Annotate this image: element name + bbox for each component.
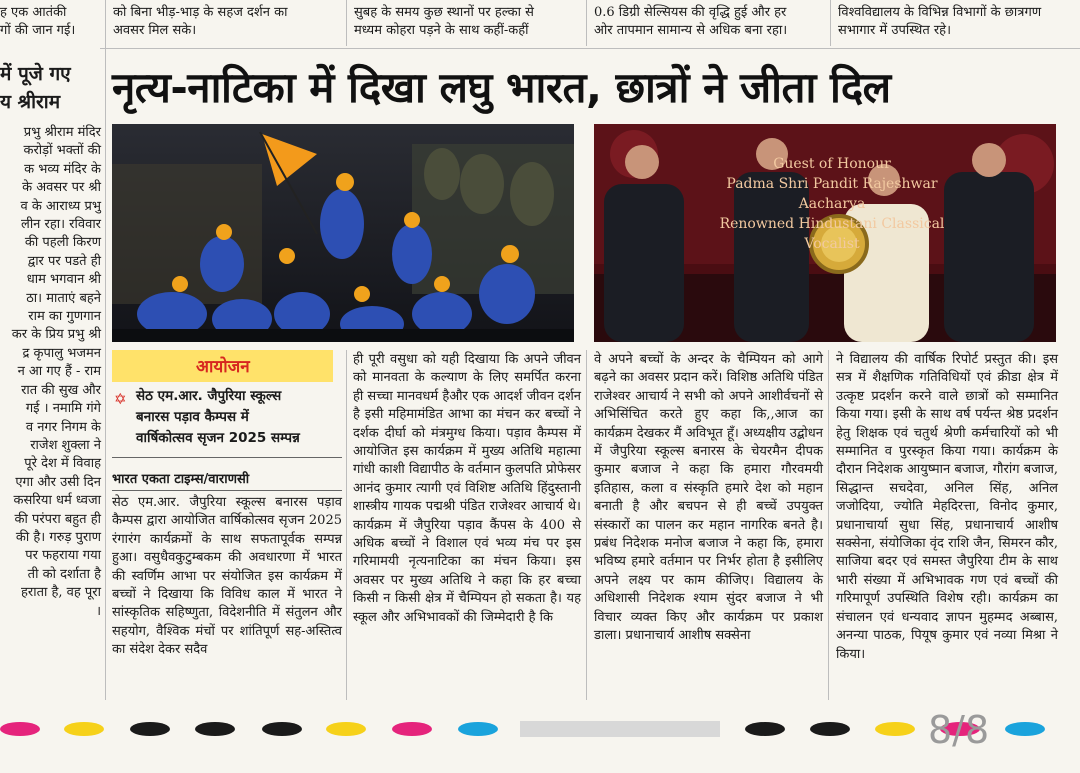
article-column-4: ने विद्यालय की वार्षिक रिपोर्ट प्रस्तुत की। इस सत्र में शैक्षणिक गतिविधियों एवं क्रीडा क्षेत्र में उत्कृष्ट प्रदर्शन करने वाले छात्रों को सम्मानित किया गया। इसी के साथ वर्ष पर्यन्त श्रेष्ठ प्रदर्शन हेतु शिक्षक एवं चतुर्थ श्रेणी कर्मचारियों को भी सम्मानित व पुरस्कृत किया गया। कार्यक्रम के दौरान निदेशक आयुष्मान बजाज, गौरांग बजाज, सिद्धान्त सचदेवा, अनिल सिंह, अनिल जजोदिया, ज्योति मेहदिरत्ता, विनोद कुमार, प्रधानाचार्या सुधा सिंह, प्रधानाचार्य आशीष सक्सेना, संयोजिका वृंद राशि जैन, सिमरन कौर, साजिया बदर एवं समस्त जैपुरिया टीम के साथ भारी संख्या में अभिभावक गण एवं बच्चों की गरिमापूर्ण उपस्थिति विशेष रही। कार्यक्रम का संचालन एवं धन्यवाद ज्ञापन मुहम्मद अब्बास, अनन्या पाठक, पियूष कुमार एवं नव्या मिश्रा ने किया। bbox=[836, 352, 1058, 662]
top-strip-col5: विश्वविद्यालय के विभिन्न विभागों के छात्रगण सभागार में उपस्थित रहे। bbox=[838, 5, 1042, 38]
registration-mark-black bbox=[195, 722, 235, 736]
column-divider bbox=[830, 0, 831, 46]
story-subhead: सेठ एम.आर. जैपुरिया स्कूल्स बनारस पड़ाव कैम्पस में वार्षिकोत्सव सृजन 2025 सम्पन्न bbox=[136, 388, 300, 446]
registration-mark-magenta bbox=[392, 722, 432, 736]
registration-mark-black bbox=[810, 722, 850, 736]
left-story-headline: में पूजे गए य श्रीराम bbox=[0, 63, 71, 113]
registration-mark-black bbox=[745, 722, 785, 736]
registration-mark-black bbox=[262, 722, 302, 736]
section-banner bbox=[112, 350, 333, 382]
top-strip-col1: ह एक आतंकी गों की जान गई। bbox=[0, 5, 76, 38]
article-column-1: सेठ एम.आर. जैपुरिया स्कूल्स बनारस पड़ाव कैम्पस द्वारा आयोजित वार्षिकोत्सव सृजन 2025 रंगारंग कार्यक्रमों के साथ सफतापूर्वक सम्पन्न हुआ। वसुधैवकुटुम्बकम की अवधारणा में भारत की स्वर्णिम आभा पर संयोजित इस कार्यक्रम में बच्चों ने दिखाया कि विविध काल में भारत ने सांस्कृतिक सहिष्णुता, विदेशनीति में संतुलन और सहयोग, वैश्विक मंचों पर शांतिपूर्ण सह-अस्तित्व का संदेश देकर सदैव bbox=[112, 495, 342, 658]
column-divider bbox=[828, 350, 829, 700]
photo-stage-banner-text: Guest of Honour Padma Shri Pandit Rajeshwar Aacharya Renowned Hindustani Classical Vocalist bbox=[719, 156, 945, 252]
dance-drama-photo bbox=[112, 124, 574, 342]
subhead-rule bbox=[112, 457, 342, 458]
registration-mark-cyan bbox=[1005, 722, 1045, 736]
byline: भारत एकता टाइम्स/वाराणसी bbox=[112, 472, 250, 487]
registration-mark-cyan bbox=[458, 722, 498, 736]
registration-mark-yellow bbox=[875, 722, 915, 736]
registration-mark-black bbox=[130, 722, 170, 736]
registration-mark-magenta bbox=[0, 722, 40, 736]
top-divider bbox=[100, 48, 1080, 49]
column-divider bbox=[586, 350, 587, 700]
star-icon: ✡ bbox=[114, 390, 127, 408]
section-banner-label: आयोजन bbox=[196, 357, 250, 377]
byline-rule bbox=[112, 490, 342, 491]
column-divider bbox=[105, 0, 106, 700]
main-headline: नृत्य-नाटिका में दिखा लघु भारत, छात्रों ने जीता दिल bbox=[112, 63, 891, 112]
gray-bar bbox=[520, 721, 720, 737]
felicitation-photo bbox=[594, 124, 1056, 342]
article-column-3: वे अपने बच्चों के अन्दर के चैम्पियन को आगे बढ़ने का अवसर प्रदान करें। विशिष्ठ अतिथि पंडित राजेश्वर आचार्य ने सभी को अपने आशीर्वचनों से अभिसिंचित करते हुए कहा कि,,आज का कार्यक्रम देखकर मैं अविभूत हूँ। अध्यक्षीय उद्बोधन में जैपुरिया स्कूल्स बनारस के चेयरमैन दीपक कुमार बजाज ने कहा कि हमारा गौरवमयी इतिहास, कला व संस्कृति हमारे देश को महान बनाती है और बचपन से ही बच्चें उपयुक्त संस्कारों का पालन कर महान नागरिक बनते है। प्रबंध निदेशक मनोज बजाज ने कहा कि, हमारा भविष्य हमारे वर्तमान पर निर्भर होता है इसीलिए अपने लक्ष्य पर काम कीजिए। विद्यालय के अधिशासी निदेशक श्याम सुंदर बजाज ने भी विचार व्यक्त किए और कार्यक्रम पर प्रकाश डाला। प्रधानाचार्य आशीष सक्सेना bbox=[594, 352, 823, 644]
column-divider bbox=[346, 350, 347, 700]
article-column-2: ही पूरी वसुधा को यही दिखाया कि अपने जीवन को मानवता के कल्याण के लिए समर्पित करना ही सच्चा मानवधर्म हैऔर एक आदर्श जीवन दर्शन है इसी महिमामंडित आभा का मंचन कर बच्चों ने दर्शक दीर्घा को मंत्रमुग्ध किया। पड़ाव कैम्पस में आयोजित इस कार्यक्रम में मुख्य अतिथि महात्मा गांधी काशी विद्यापीठ के वर्तमान कुलपति प्रोफेसर आनंद कुमार त्यागी एवं विशिष्ट अतिथि हिंदुस्तानी शास्त्रीय गायक पद्मश्री पंडित राजेश्वर आचार्य थे। कार्यक्रम में जैपुरिया पड़ाव कैंपस के 400 से अधिक बच्चों ने विशाल एवं भव्य मंच पर इस गरिमामयी नृत्यनाटिका का मंचन किया। इस अवसर पर मुख्य अतिथि ने कहा कि हर बच्चा किसी न किसी क्षेत्र में चैम्पियन हो सकता है। यह स्कूल और अभिभावकों की जिम्मेदारी है कि bbox=[353, 352, 581, 625]
column-divider bbox=[586, 0, 587, 46]
top-strip-col3: सुबह के समय कुछ स्थानों पर हल्का से मध्यम कोहरा पड़ने के साथ कहीं-कहीं bbox=[354, 5, 534, 38]
column-divider bbox=[346, 0, 347, 46]
page-number: 8/8 bbox=[928, 708, 990, 752]
top-strip-col4: 0.6 डिग्री सेल्सियस की वृद्धि हुई और हर ओर तापमान सामान्य से अधिक बना रहा। bbox=[594, 5, 788, 38]
registration-mark-yellow bbox=[326, 722, 366, 736]
top-strip-col2: को बिना भीड़-भाड़ के सहज दर्शन का अवसर मिल सके। bbox=[113, 5, 288, 38]
left-story-body: प्रभु श्रीराम मंदिर करोड़ों भक्तों की क भव्य मंदिर के के अवसर पर श्री व के आराध्य प्रभु लीन रहा। रविवार की पहली किरण द्वार पर पडते ही धाम भगवान श्री ठा। माताएं बहने राम का गुणगान कर के प्रिय प्रभु श्री द्र कृपालु भजमन न आ गए हैं - राम रात की सुख और गई । नमामि गंगे व नगर निगम के राजेश शुक्ला ने पूरे देश में विवाह एगा और उसी दिन कसरिया धर्म ध्वजा की परंपरा बहुत ही की है। गरुड़ पुराण पर फहराया गया ती को दर्शाता है हराता है, वह पूरा । bbox=[11, 125, 101, 619]
registration-mark-yellow bbox=[64, 722, 104, 736]
